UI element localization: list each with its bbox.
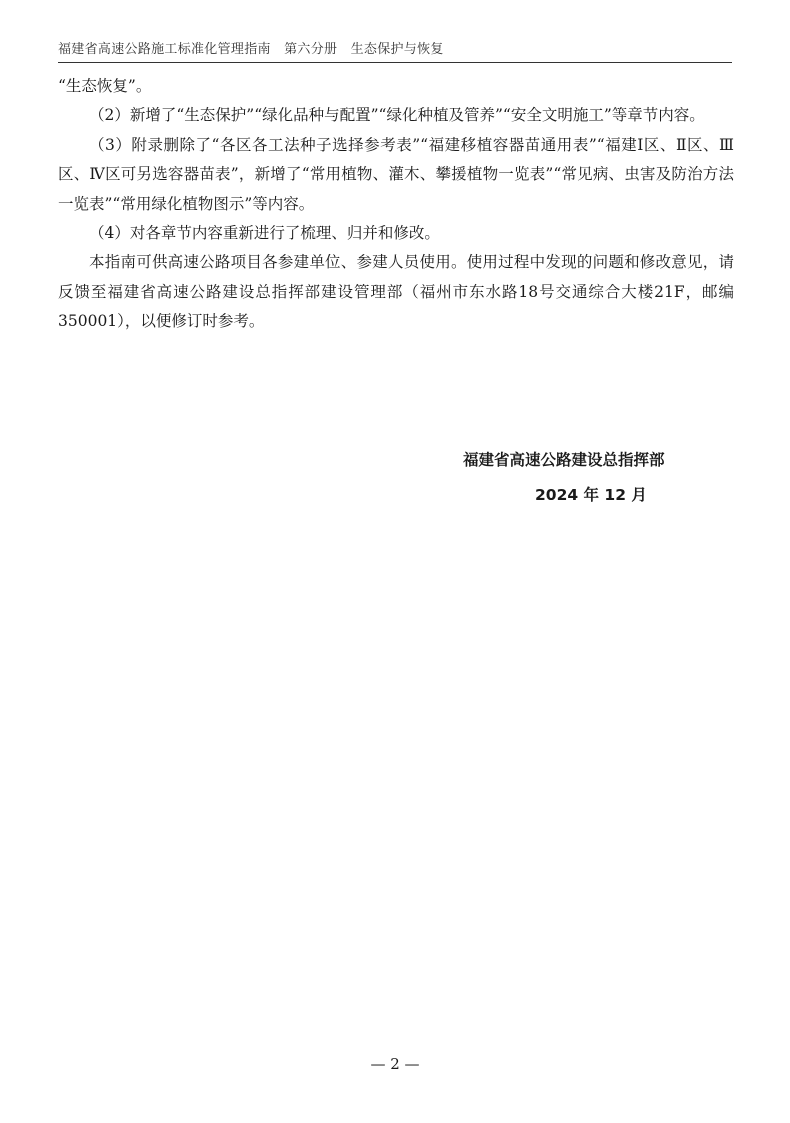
- header-divider: [58, 62, 732, 63]
- paragraph-usage-note: 本指南可供高速公路项目各参建单位、参建人员使用。使用过程中发现的问题和修改意见，请反馈至福建省高速公路建设总指挥部建设管理部（福州市东水路18号交通综合大楼21F，邮编350001），以便修订时参考。: [58, 253, 734, 331]
- document-body: [58, 72, 734, 337]
- paragraph-item-4: （4）对各章节内容重新进行了梳理、归并和修改。: [89, 224, 440, 243]
- signature-date: 2024 年 12 月: [535, 486, 647, 504]
- paragraph-item-2: （2）新增了“生态保护”“绿化品种与配置”“绿化种植及管养”“安全文明施工”等章节内容。: [89, 106, 705, 125]
- page-number: — 2 —: [370, 1055, 420, 1073]
- running-header: 福建省高速公路施工标准化管理指南 第六分册 生态保护与恢复: [58, 42, 444, 57]
- paragraph-item-3: （3）附录删除了“各区各工法种子选择参考表”“福建移植容器苗通用表”“福建Ⅰ区、Ⅱ区、Ⅲ区、Ⅳ区可另选容器苗表”，新增了“常用植物、灌木、攀援植物一览表”“常见病、虫害及防治方法一览表”“常用绿化植物图示”等内容。: [58, 135, 734, 213]
- signature-organization: 福建省高速公路建设总指挥部: [463, 451, 665, 469]
- paragraph-continuation: “生态恢复”。: [58, 77, 152, 95]
